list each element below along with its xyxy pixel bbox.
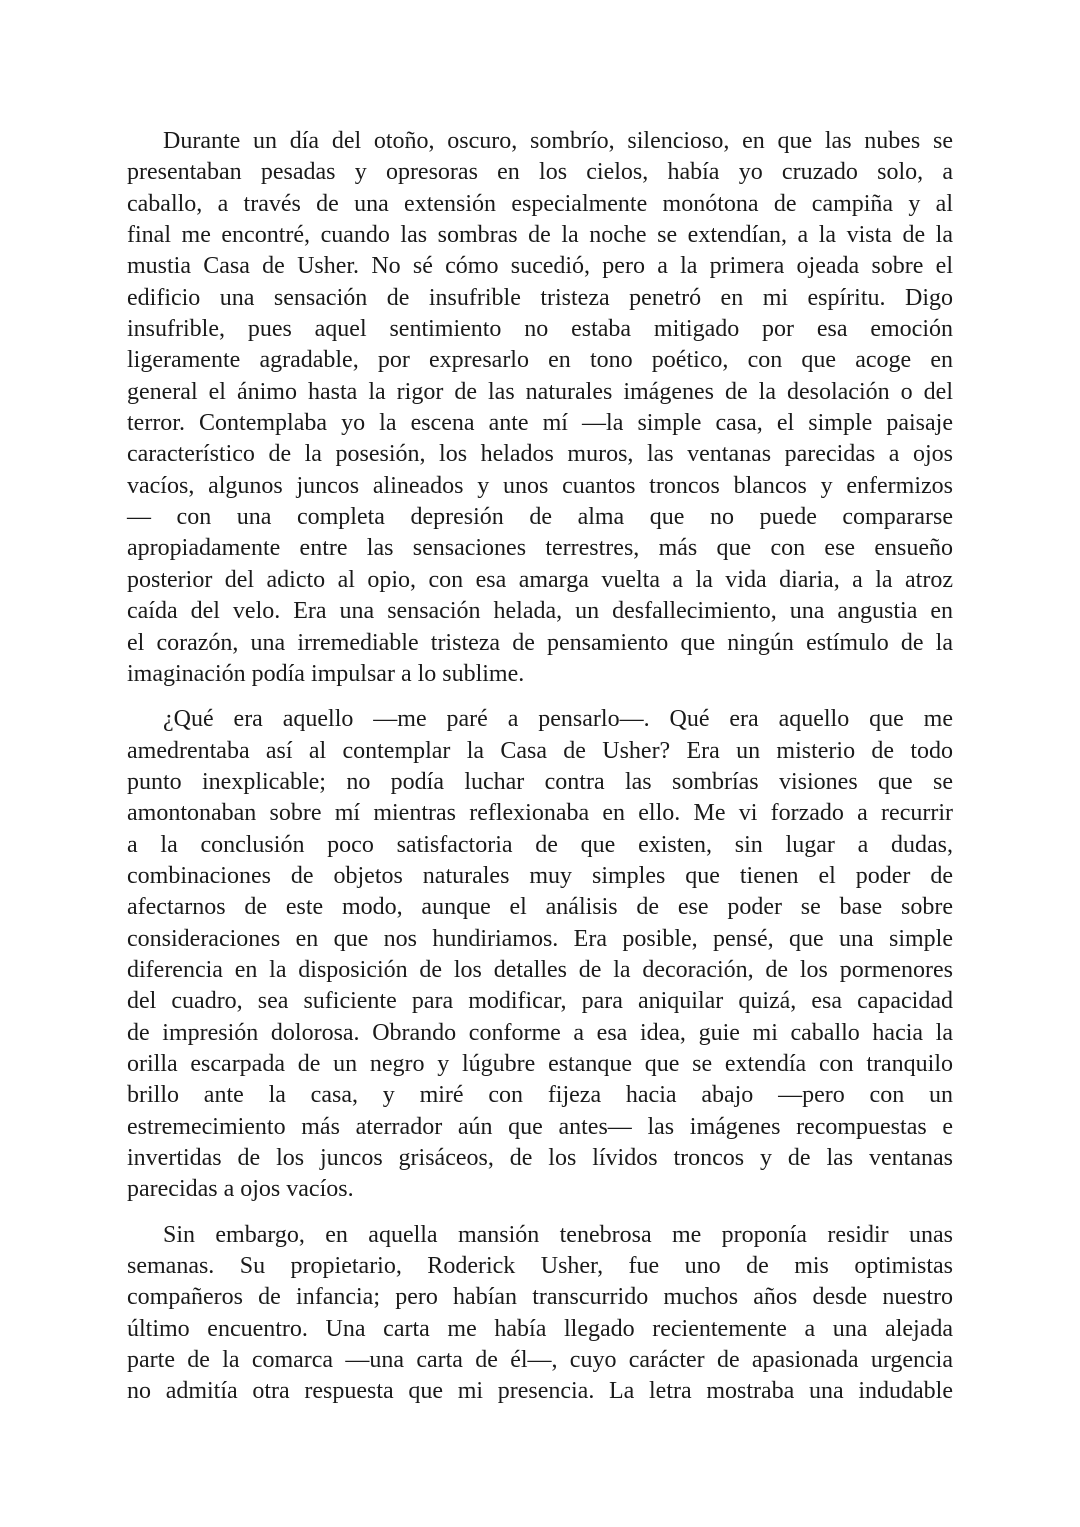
text-line: Durante un día del otoño, oscuro, sombrío, silencioso, en que las nubes se	[163, 128, 953, 154]
text-line: afectarnos de este modo, aunque el análisis de ese poder se base sobre	[127, 894, 953, 921]
text-line: invertidas de los juncos grisáceos, de los lívidos troncos y de las ventanas	[127, 1145, 953, 1171]
text-line: característico de la posesión, los helados muros, las ventanas parecidas a ojos	[127, 441, 953, 468]
text-line: parte de la comarca —una carta de él—, cuyo carácter de apasionada urgencia	[127, 1347, 953, 1374]
text-line: presentaban pesadas y opresoras en los cielos, había yo cruzado solo, a	[127, 159, 953, 186]
paragraph	[127, 126, 953, 690]
paragraph	[127, 1220, 953, 1408]
text-line: combinaciones de objetos naturales muy simples que tienen el poder de	[127, 862, 953, 889]
paragraph	[127, 704, 953, 1206]
text-line: mustia Casa de Usher. No sé cómo sucedió, pero a la primera ojeada sobre el	[127, 253, 953, 280]
text-line: semanas. Su propietario, Roderick Usher, fue uno de mis optimistas	[127, 1253, 953, 1280]
text-line: estremecimiento más aterrador aún que antes— las imágenes recompuestas e	[127, 1113, 953, 1140]
text-line: parecidas a ojos vacíos.	[127, 1176, 354, 1203]
text-line: amedrentaba así al contemplar la Casa de Usher? Era un misterio de todo	[127, 737, 953, 764]
text-line: caballo, a través de una extensión especialmente monótona de campiña y al	[127, 190, 953, 217]
text-line: no admitía otra respuesta que mi presencia. La letra mostraba una indudable	[127, 1378, 953, 1405]
text-line: Sin embargo, en aquella mansión tenebrosa me proponía residir unas	[163, 1221, 953, 1248]
text-line: ligeramente agradable, por expresarlo en tono poético, con que acoge en	[127, 347, 953, 374]
text-line: edificio una sensación de insufrible tristeza penetró en mi espíritu. Digo	[127, 284, 953, 311]
text-line: caída del velo. Era una sensación helada, un desfallecimiento, una angustia en	[127, 598, 953, 625]
text-line: punto inexplicable; no podía luchar contra las sombrías visiones que se	[127, 768, 953, 795]
text-line: — con una completa depresión de alma que no puede compararse	[127, 504, 953, 531]
text-line: de impresión dolorosa. Obrando conforme a esa idea, guie mi caballo hacia la	[127, 1019, 953, 1046]
text-line: último encuentro. Una carta me había llegado recientemente a una alejada	[127, 1315, 953, 1342]
text-line: general el ánimo hasta la rigor de las naturales imágenes de la desolación o del	[127, 378, 953, 405]
text-line: orilla escarpada de un negro y lúgubre estanque que se extendía con tranquilo	[127, 1050, 953, 1077]
text-line: brillo ante la casa, y miré con fijeza hacia abajo —pero con un	[127, 1082, 953, 1109]
text-line: imaginación podía impulsar a lo sublime.	[127, 660, 525, 687]
text-line: apropiadamente entre las sensaciones terrestres, más que con ese ensueño	[127, 535, 953, 562]
text-line: compañeros de infancia; pero habían transcurrido muchos años desde nuestro	[127, 1284, 953, 1311]
text-line: vacíos, algunos juncos alineados y unos cuantos troncos blancos y enfermizos	[127, 472, 953, 499]
text-line: del cuadro, sea suficiente para modificar, para aniquilar quizá, esa capacidad	[127, 988, 953, 1015]
text-line: terror. Contemplaba yo la escena ante mí —la simple casa, el simple paisaje	[127, 410, 953, 437]
text-line: insufrible, pues aquel sentimiento no estaba mitigado por esa emoción	[127, 316, 953, 343]
text-line: amontonaban sobre mí mientras reflexionaba en ello. Me vi forzado a recurrir	[127, 800, 953, 827]
text-line: final me encontré, cuando las sombras de la noche se extendían, a la vista de la	[127, 222, 953, 249]
document-page	[127, 126, 953, 1422]
text-line: posterior del adicto al opio, con esa amarga vuelta a la vida diaria, a la atroz	[127, 566, 953, 593]
text-line: ¿Qué era aquello —me paré a pensarlo—. Qué era aquello que me	[163, 706, 953, 733]
text-line: el corazón, una irremediable tristeza de pensamiento que ningún estímulo de la	[127, 629, 953, 656]
text-line: consideraciones en que nos hundiriamos. Era posible, pensé, que una simple	[127, 925, 953, 952]
text-line: a la conclusión poco satisfactoria de que existen, sin lugar a dudas,	[127, 831, 953, 858]
text-line: diferencia en la disposición de los detalles de la decoración, de los pormenores	[127, 956, 953, 983]
